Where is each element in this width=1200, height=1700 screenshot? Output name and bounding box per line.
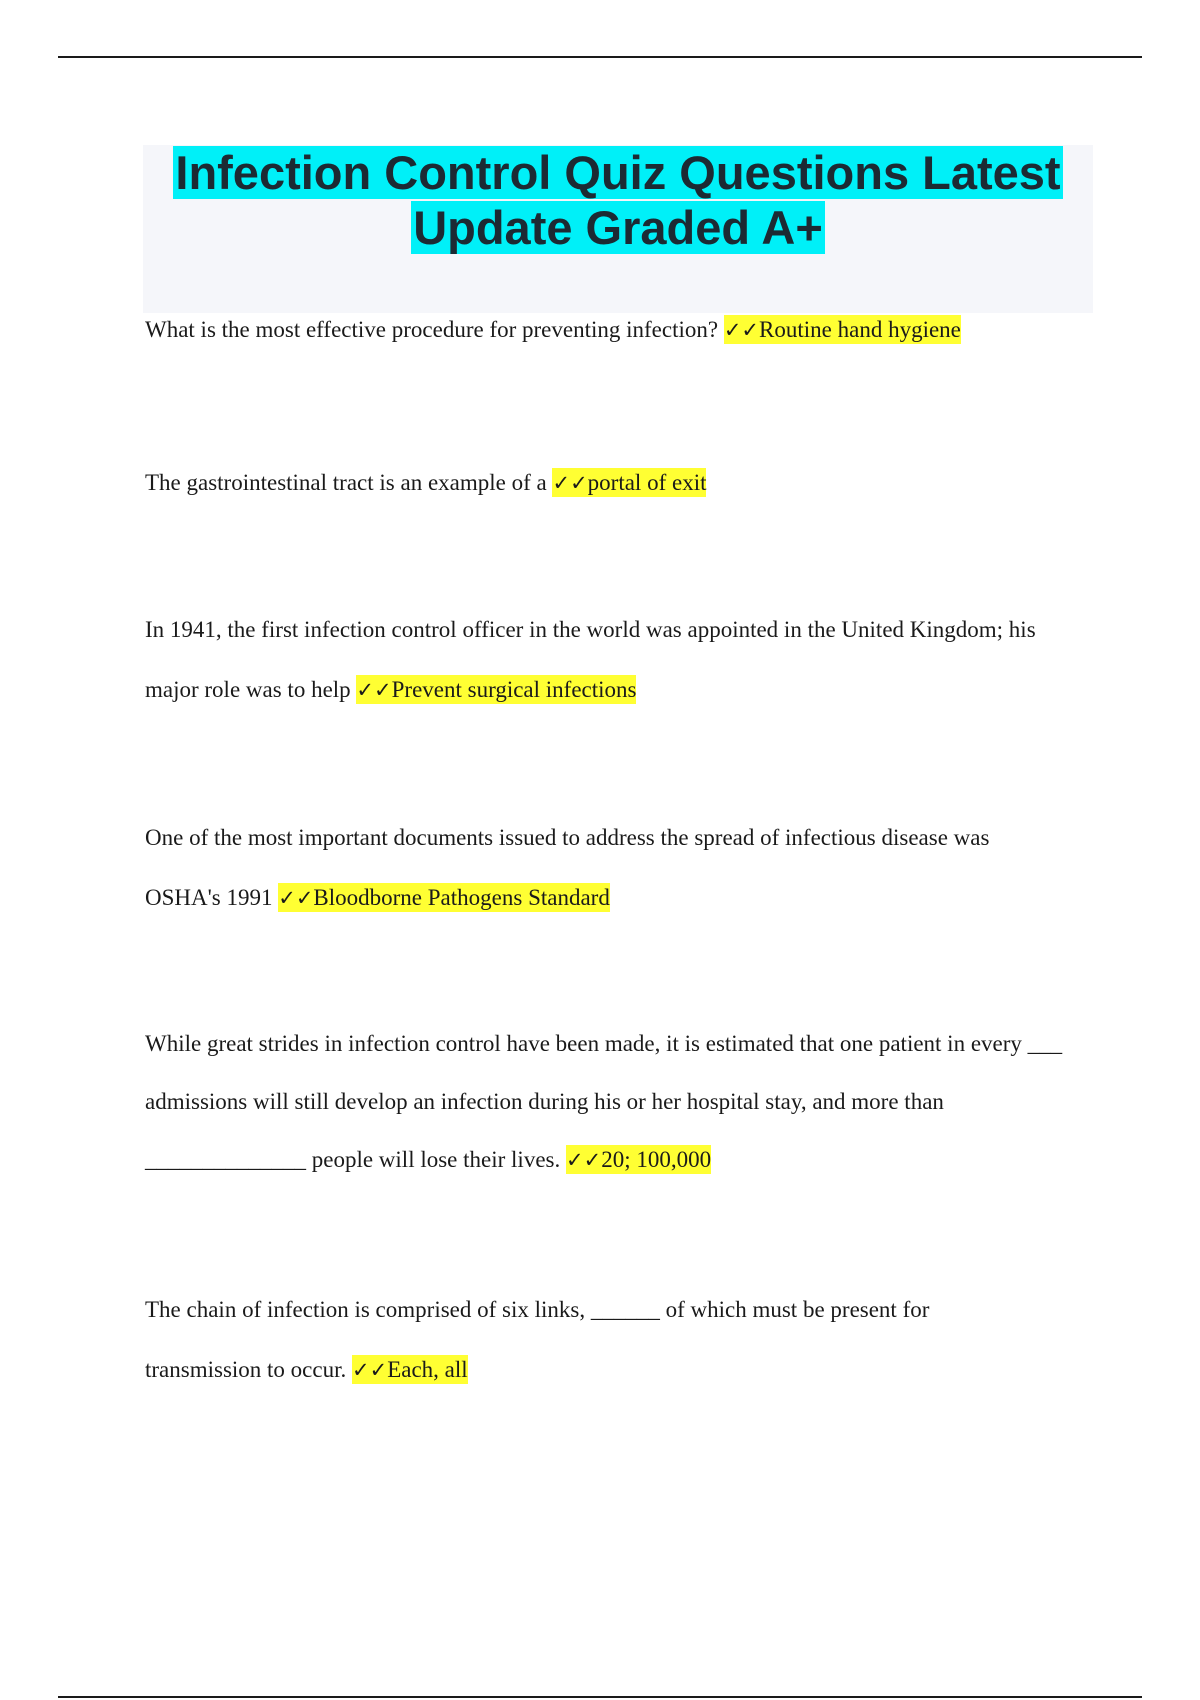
top-rule <box>58 56 1142 58</box>
answer-highlight <box>724 315 961 344</box>
bottom-rule <box>58 1696 1142 1698</box>
check-icon: ✓✓ <box>278 886 314 910</box>
title-line-2: Update Graded A+ <box>413 201 823 254</box>
answer-highlight <box>552 468 706 497</box>
document-title <box>143 145 1093 255</box>
check-icon: ✓✓ <box>552 471 588 495</box>
qa-item <box>145 808 1045 928</box>
answer-text: portal of exit <box>587 470 707 495</box>
title-line-1: Infection Control Quiz Questions Latest <box>175 146 1061 199</box>
question-text: What is the most effective procedure for preventing infection? <box>145 317 719 342</box>
qa-item <box>145 1280 985 1400</box>
check-icon: ✓✓ <box>356 678 392 702</box>
qa-item <box>145 453 1085 513</box>
question-text: While great strides in infection control have been made, it is estimated that one patient in every ___ admissions will still develop an infection during his or her hospital stay, and more than ______________ people will lose their lives. <box>145 1031 1063 1172</box>
question-text: The chain of infection is comprised of six links, ______ of which must be present for transmission to occur. <box>145 1297 930 1382</box>
check-icon: ✓✓ <box>565 1148 602 1172</box>
title-block <box>143 145 1093 313</box>
qa-item <box>145 1015 1085 1189</box>
answer-highlight <box>352 1355 468 1384</box>
question-text: In 1941, the first infection control officer in the world was appointed in the United Kingdom; his major role was to help <box>145 617 1036 702</box>
answer-text: Bloodborne Pathogens Standard <box>313 885 610 910</box>
answer-highlight <box>356 675 636 704</box>
qa-item <box>145 600 1085 720</box>
check-icon: ✓✓ <box>351 1358 388 1382</box>
answer-text: Routine hand hygiene <box>759 317 961 342</box>
question-text: The gastrointestinal tract is an example of a <box>145 470 547 495</box>
answer-highlight <box>278 883 610 912</box>
answer-text: Prevent surgical infections <box>391 677 637 702</box>
answer-text: Each, all <box>387 1357 468 1382</box>
question-text: One of the most important documents issued to address the spread of infectious disease was OSHA's 1991 <box>145 825 990 910</box>
check-icon: ✓✓ <box>723 318 760 342</box>
answer-text: 20; 100,000 <box>601 1147 712 1172</box>
answer-highlight <box>566 1145 711 1174</box>
qa-item <box>145 300 1085 360</box>
